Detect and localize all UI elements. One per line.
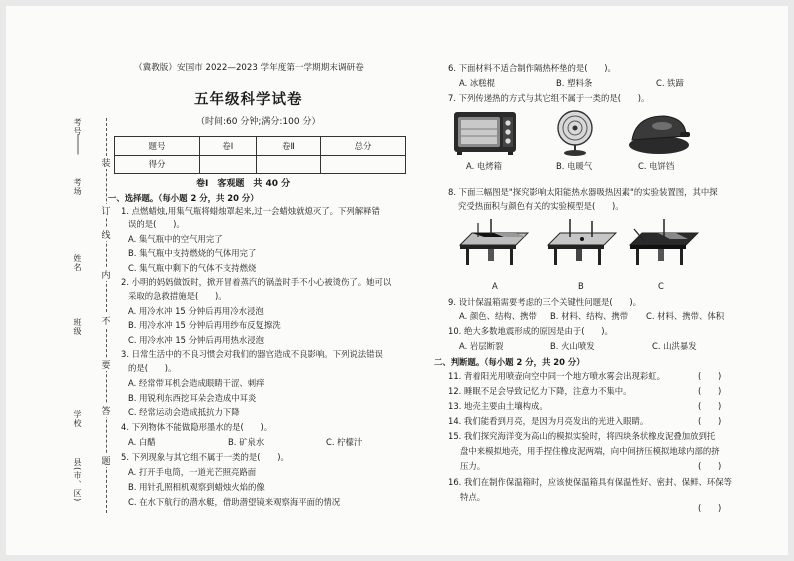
- binding-mark: 要: [101, 358, 111, 371]
- binding-mark: 订: [101, 204, 111, 217]
- q5-stem: 5. 下列现象与其它组不属于一类的是( )。: [121, 452, 289, 462]
- q4-stem: 4. 下列物体不能做隐形墨水的是( )。: [121, 422, 273, 432]
- q3-option[interactable]: B. 用锐利东西挖耳朵会造成中耳炎: [128, 393, 257, 403]
- score-header-cell: 总分: [321, 137, 406, 156]
- q8-stem: 究受热面积与颜色有关的实验模型是( )。: [458, 201, 624, 211]
- answer-paren[interactable]: ( ): [698, 503, 722, 513]
- apparatus-a-icon: [454, 219, 534, 269]
- binding-mark: 内: [101, 268, 111, 281]
- q8-caption: B: [578, 281, 584, 291]
- judge-item: 11. 背着阳光用喷壶向空中同一个地方喷水雾会出现彩虹。: [448, 371, 665, 381]
- q8-stem: 8. 下面三幅图是"探究影响太阳能热水器吸热因素"的实验装置图，其中探: [448, 187, 718, 197]
- q5-option[interactable]: B. 用针孔照相机观察到蜡烛火焰的像: [128, 482, 265, 492]
- binding-mark: 不: [101, 314, 111, 327]
- judge-item: 13. 地壳主要由土壤构成。: [448, 401, 548, 411]
- apparatus-c-icon: [624, 219, 704, 269]
- score-header-cell: 卷Ⅱ: [256, 137, 321, 156]
- answer-paren[interactable]: ( ): [698, 371, 722, 381]
- exam-paper: [6, 6, 788, 555]
- judge-item: 14. 我们能看到月亮，是因为月亮发出的光进入眼睛。: [448, 416, 649, 426]
- judge-item: 压力。: [460, 461, 486, 471]
- binding-mark: 答: [101, 404, 111, 417]
- score-cell[interactable]: [321, 155, 406, 174]
- q7-caption: C. 电饼铛: [638, 161, 675, 171]
- q3-option[interactable]: C. 经常运动会造成抵抗力下降: [128, 407, 240, 417]
- section2-heading: 二、判断题。（每小题 2 分，共 20 分）: [434, 357, 585, 367]
- q6-stem: 6. 下面材料不适合制作隔热杯垫的是( )。: [448, 63, 616, 73]
- q5-option[interactable]: C. 在水下航行的潜水艇，借助潜望镜来观察海平面的情况: [128, 497, 341, 507]
- q1-stem: 1. 点燃蜡烛,用集气瓶将蜡烛罩起来,过一会蜡烛就熄灭了。下列解释错: [121, 206, 380, 216]
- q10-option[interactable]: B. 火山喷发: [550, 341, 595, 351]
- q6-option[interactable]: C. 铁蹄: [656, 78, 684, 88]
- q4-option[interactable]: B. 矿泉水: [228, 437, 265, 447]
- q10-option[interactable]: A. 岩层断裂: [459, 341, 504, 351]
- judge-item: 16. 我们在制作保温箱时，应该使保温箱具有保温性好、密封、保鲜、环保等: [448, 477, 732, 487]
- q1-option[interactable]: A. 集气瓶中的空气用完了: [128, 234, 223, 244]
- q2-option[interactable]: B. 用冷水冲 15 分钟后再用纱布反复擦洗: [128, 320, 281, 330]
- binding-mark: 装: [101, 156, 111, 169]
- q9-option[interactable]: C. 材料、携带、体积: [646, 311, 725, 321]
- judge-item: 盘中来模拟地壳，用手捏住橡皮泥两端，向中间挤压模拟地球内部的挤: [460, 446, 720, 456]
- page-title: 五年级科学试卷: [194, 92, 303, 108]
- q2-option[interactable]: A. 用冷水冲 15 分钟后再用冷水浸泡: [128, 306, 264, 316]
- q2-stem: 采取的急救措施是( )。: [128, 291, 227, 301]
- q4-option[interactable]: C. 柠檬汁: [326, 437, 363, 447]
- judge-item: 特点。: [460, 492, 486, 502]
- q3-stem: 3. 日常生活中的不良习惯会对我们的器官造成不良影响。下列说法错误: [121, 349, 383, 359]
- q7-caption: B. 电暖气: [556, 161, 593, 171]
- score-row-label: 得分: [115, 155, 200, 174]
- q10-stem: 10. 绝大多数地震形成的原因是由于( )。: [448, 326, 613, 336]
- part1-heading: 卷Ⅰ 客观题 共 40 分: [196, 179, 291, 189]
- electric-pancake-pan-icon: [624, 112, 694, 156]
- blank-line: [78, 135, 79, 155]
- score-header-cell: 卷Ⅰ: [199, 137, 256, 156]
- q1-stem: 误的是( )。: [128, 219, 185, 229]
- q6-option[interactable]: A. 冰糕棍: [459, 78, 496, 88]
- q6-option[interactable]: B. 塑料条: [556, 78, 593, 88]
- label-xuexiao: 学校: [73, 410, 82, 428]
- q5-option[interactable]: A. 打开手电筒，一道光芒照亮路面: [128, 467, 257, 477]
- q1-option[interactable]: B. 集气瓶中支持燃烧的气体用完了: [128, 248, 257, 258]
- label-banji: 班级: [73, 318, 82, 336]
- label-xingming: 姓名: [73, 254, 82, 272]
- answer-paren[interactable]: ( ): [698, 386, 722, 396]
- label-kaohao: 考号: [73, 118, 82, 136]
- score-cell[interactable]: [256, 155, 321, 174]
- q7-stem: 7. 下列传递热的方式与其它组不属于一类的是( )。: [448, 93, 650, 103]
- score-table: [114, 136, 406, 174]
- binding-mark: 线: [101, 228, 111, 241]
- q1-option[interactable]: C. 集气瓶中剩下的气体不支持燃烧: [128, 263, 257, 273]
- q2-option[interactable]: C. 用冷水冲 15 分钟后再用热水浸泡: [128, 335, 265, 345]
- q8-caption: C: [658, 281, 664, 291]
- section1-heading: 一、选择题。（每小题 2 分，共 20 分）: [108, 193, 259, 203]
- binding-mark: 题: [101, 454, 111, 467]
- exam-name: （冀教版）安国市 2022—2023 学年度第一学期期末调研卷: [134, 63, 364, 73]
- electric-heater-icon: [552, 109, 598, 157]
- label-kaochang: 考场: [73, 178, 82, 196]
- score-header-cell: 题号: [115, 137, 200, 156]
- q9-option[interactable]: B. 材料、结构、携带: [550, 311, 629, 321]
- answer-paren[interactable]: ( ): [698, 401, 722, 411]
- q10-option[interactable]: C. 山洪暴发: [652, 341, 697, 351]
- apparatus-b-icon: [542, 219, 622, 269]
- label-xian: 县(市、区): [73, 458, 82, 503]
- answer-paren[interactable]: ( ): [698, 461, 722, 471]
- q8-caption: A: [492, 281, 498, 291]
- time-score: （时间:60 分钟;满分:100 分）: [196, 117, 321, 127]
- judge-item: 15. 我们探究海洋变为高山的模拟实验时，将四块条状橡皮泥叠加放到托: [448, 431, 716, 441]
- q9-option[interactable]: A. 颜色、结构、携带: [459, 311, 537, 321]
- judge-item: 12. 睡眠不足会导致记忆力下降，注意力不集中。: [448, 386, 632, 396]
- q2-stem: 2. 小明的妈妈做饭时，掀开冒着蒸汽的锅盖时手不小心被烫伤了。她可以: [121, 277, 392, 287]
- score-cell[interactable]: [199, 155, 256, 174]
- q7-caption: A. 电烤箱: [466, 161, 503, 171]
- q3-option[interactable]: A. 经常带耳机会造成眼睛干涩、刺痒: [128, 378, 265, 388]
- q3-stem: 的是( )。: [128, 363, 177, 373]
- electric-oven-icon: [453, 109, 517, 157]
- q4-option[interactable]: A. 白醋: [128, 437, 156, 447]
- q9-stem: 9. 设计保温箱需要考虑的三个关键性问题是( )。: [448, 297, 642, 307]
- answer-paren[interactable]: ( ): [698, 416, 722, 426]
